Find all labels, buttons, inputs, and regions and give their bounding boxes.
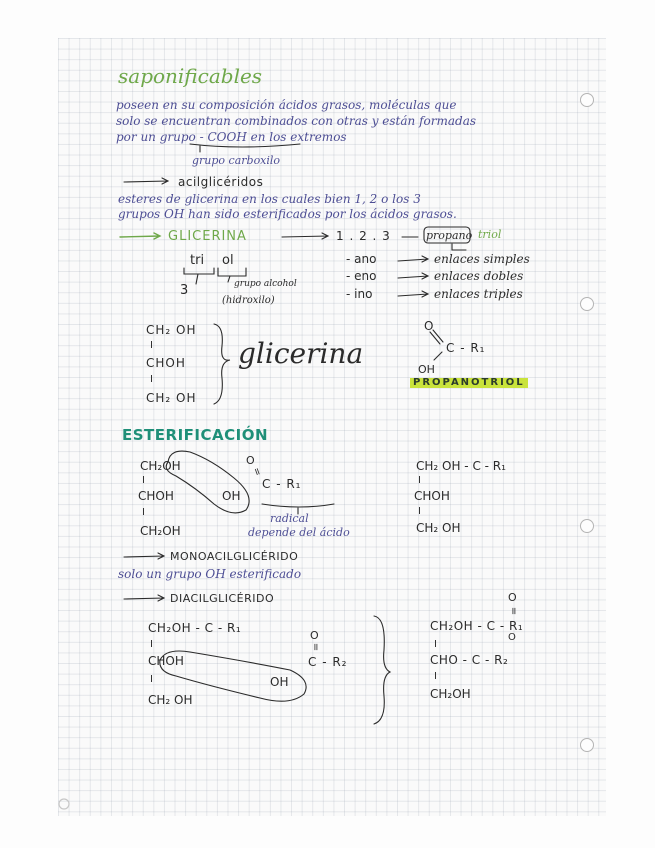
three-label: 3 bbox=[180, 283, 189, 298]
acilgliceridos-text: grupos OH han sido esterificados por los ácidos grasos. bbox=[118, 207, 457, 221]
ester-acid-oh: OH bbox=[222, 489, 241, 503]
acid-oh: OH bbox=[418, 363, 435, 376]
propano-bracket bbox=[452, 244, 466, 250]
tri-bracket bbox=[184, 268, 214, 274]
ol-link bbox=[228, 276, 230, 282]
ester-left-bond: I bbox=[142, 507, 145, 518]
propano-label: propano bbox=[426, 229, 473, 242]
diacil-loop bbox=[160, 651, 306, 701]
diacil-left-formula: CHOH bbox=[148, 654, 184, 668]
arrow-icon bbox=[124, 595, 164, 601]
glicerina-heading: GLICERINA bbox=[168, 229, 247, 244]
ester-left-formula: CHOH bbox=[138, 489, 174, 503]
radical-label: radical bbox=[270, 512, 309, 525]
diacil-left-bond: I bbox=[150, 674, 153, 685]
diacil-right-bond: I bbox=[434, 671, 437, 682]
propanotriol-highlight: PROPANOTRIOL bbox=[410, 378, 528, 388]
arrow-icon bbox=[398, 273, 428, 279]
tri-link bbox=[196, 274, 198, 284]
monoacil-heading: MONOACILGLICÉRIDO bbox=[170, 550, 299, 563]
diacil-right-oxygen: O bbox=[508, 591, 517, 604]
diacil-right-oxygen-mid: O bbox=[508, 632, 516, 643]
intro-line: poseen en su composición ácidos grasos, moléculas que bbox=[116, 98, 457, 112]
ester-left-bond: I bbox=[142, 475, 145, 486]
arrow-icon bbox=[398, 256, 428, 262]
glicerol-formula-line: CH₂ OH bbox=[146, 391, 197, 405]
diacil-heading: DIACILGLICÉRIDO bbox=[170, 592, 275, 605]
diacil-right-double-bond: = bbox=[508, 606, 520, 616]
diacil-acid-oxygen: O bbox=[310, 629, 319, 642]
diacil-right-bond: I bbox=[434, 639, 437, 650]
arrow-icon bbox=[282, 233, 328, 239]
suffix-ano: - ano bbox=[346, 252, 377, 266]
suffix-ino: - ino bbox=[346, 287, 373, 301]
glicerol-formula-bond: I bbox=[150, 340, 153, 351]
glicerol-formula-line: CHOH bbox=[146, 356, 186, 370]
arrow-icon bbox=[398, 291, 428, 297]
glicerina-positions: 1 . 2 . 3 bbox=[336, 229, 391, 243]
meaning-simples: enlaces simples bbox=[434, 252, 530, 266]
glicerina-brace bbox=[214, 324, 230, 404]
diacil-right-formula: CHO - C - R₂ bbox=[430, 653, 509, 667]
diacil-acid-oh: OH bbox=[270, 675, 289, 689]
depende-label: depende del ácido bbox=[248, 526, 350, 539]
glicerina-name: glicerina bbox=[238, 337, 364, 370]
hidroxilo-label: (hidroxilo) bbox=[222, 295, 275, 306]
acid-oxygen: O bbox=[424, 319, 434, 333]
ol-bracket bbox=[218, 268, 246, 276]
page-corner-mark bbox=[59, 799, 69, 809]
ester-acid-double-bond: = bbox=[250, 466, 264, 478]
ester-right-bond: I bbox=[418, 475, 421, 486]
ester-left-formula: CH₂OH bbox=[140, 524, 181, 538]
arrow-icon bbox=[124, 178, 168, 184]
diacil-right-formula: CH₂OH bbox=[430, 687, 471, 701]
meaning-triples: enlaces triples bbox=[434, 287, 523, 301]
tri-label: tri bbox=[190, 253, 205, 268]
esterificacion-heading: ESTERIFICACIÓN bbox=[122, 426, 268, 444]
acid-bond: C - R₁ bbox=[446, 341, 486, 355]
diacil-acid-double-bond: = bbox=[310, 642, 322, 652]
monoacil-text: solo un grupo OH esterificado bbox=[118, 567, 302, 581]
ester-acid-oxygen: O bbox=[246, 454, 255, 467]
acilgliceridos-heading: acilglicéridos bbox=[178, 175, 264, 189]
acilgliceridos-text: esteres de glicerina en los cuales bien 1, 2 o los 3 bbox=[118, 192, 421, 206]
acid-oh-bond bbox=[434, 352, 442, 360]
diacil-bracket bbox=[374, 616, 390, 724]
page-title: saponificables bbox=[118, 64, 263, 88]
esterification-loop bbox=[166, 451, 249, 513]
intro-line: solo se encuentran combinados con otras y están formadas bbox=[116, 114, 477, 128]
arrow-icon bbox=[124, 553, 164, 559]
ol-label: ol bbox=[222, 253, 234, 268]
diacil-acid-bond: C - R₂ bbox=[308, 655, 348, 669]
diacil-left-formula: CH₂OH - C - R₁ bbox=[148, 621, 242, 635]
grupo-alcohol-label: grupo alcohol bbox=[234, 279, 297, 289]
glicerol-formula-line: CH₂ OH bbox=[146, 323, 197, 337]
ester-acid-bond: C - R₁ bbox=[262, 477, 302, 491]
grupo-underline bbox=[190, 144, 300, 147]
radical-underline bbox=[262, 504, 334, 507]
propano-box bbox=[424, 227, 473, 243]
diacil-left-bond: I bbox=[150, 639, 153, 650]
meaning-dobles: enlaces dobles bbox=[434, 269, 524, 283]
ester-right-bond: I bbox=[418, 506, 421, 517]
glicerol-formula-bond: I bbox=[150, 374, 153, 385]
glicerina-arrow-icon bbox=[120, 233, 160, 239]
grupo-carboxilo-label: grupo carboxilo bbox=[192, 154, 281, 167]
ester-left-formula: CH₂OH bbox=[140, 459, 181, 473]
ester-right-formula: CHOH bbox=[414, 489, 450, 503]
suffix-eno: - eno bbox=[346, 269, 377, 283]
ester-right-formula: CH₂ OH bbox=[416, 521, 461, 535]
diacil-left-formula: CH₂ OH bbox=[148, 693, 193, 707]
ester-right-formula: CH₂ OH - C - R₁ bbox=[416, 459, 506, 473]
triol-label: triol bbox=[478, 228, 502, 241]
acid-double-bond bbox=[430, 332, 440, 344]
diacil-right-formula: CH₂OH - C - R₁ bbox=[430, 619, 524, 633]
intro-line: por un grupo - COOH en los extremos bbox=[116, 130, 347, 144]
